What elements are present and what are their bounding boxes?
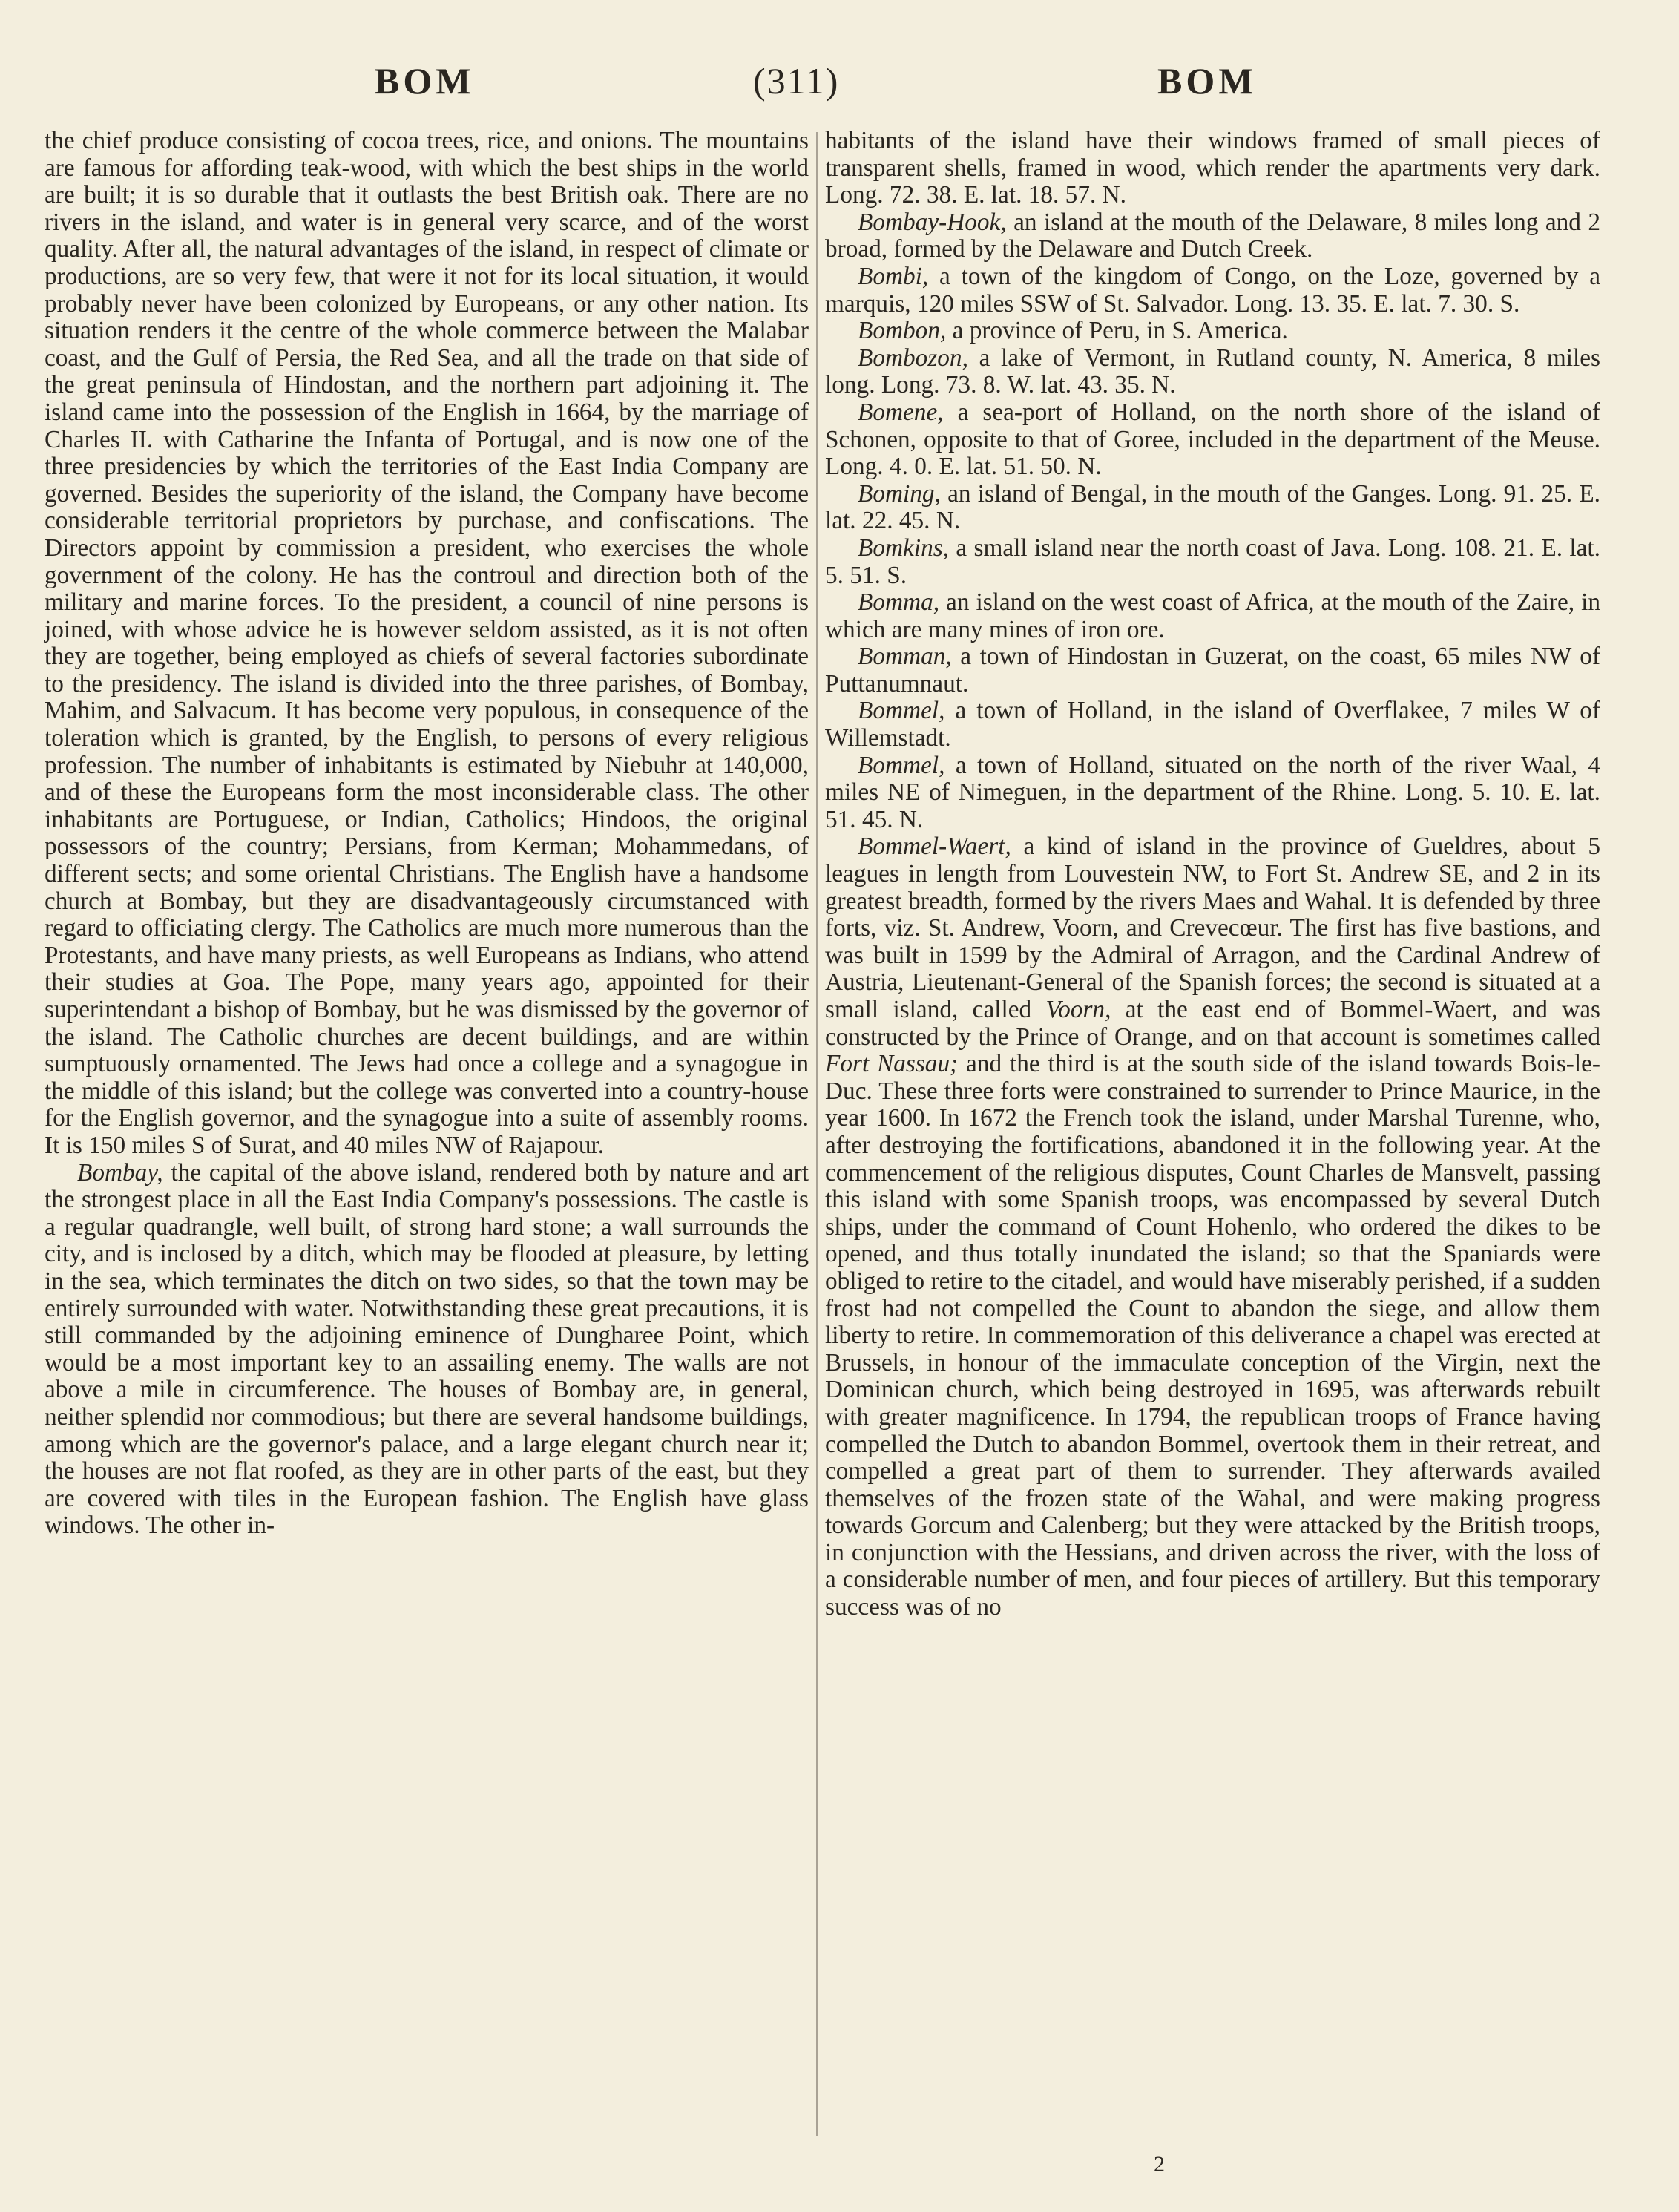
entry-bommel-waert xyxy=(825,833,1600,1621)
entry xyxy=(825,209,1600,263)
entry-headword: Bombi, xyxy=(858,262,929,290)
entry-headword: Bommel-Waert, xyxy=(858,833,1011,861)
entry xyxy=(825,399,1600,481)
entry-headword: Bomman, xyxy=(858,643,952,671)
entry xyxy=(825,263,1600,318)
entry-text: a kind of island in the province of Gueldres, about 5 leagues in length from Louvestein NW, to Fort St. Andrew SE, and 2 in its greatest breadth, formed by the rivers Maes and Wahal. It is defended by three forts, viz. St. Andrew, Voorn, and Crevecœur. The first has five bastions, and was built in 1599 by the Admiral of Arragon, and the Cardinal Andrew of Austria, Lieutenant-General of the Spanish forces; the second is situated at a small island, called xyxy=(825,833,1600,1023)
entry-text: a small island near the north coast of Java. Long. 108. 21. E. lat. 5. 51. S. xyxy=(825,534,1600,589)
entry-text: a lake of Vermont, in Rutland county, N. America, 8 miles long. Long. 73. 8. W. lat. 43. 35. N. xyxy=(825,344,1600,399)
continued-entry-text: habitants of the island have their windows framed of small pieces of transparent shells, framed in wood, which render the apartments very dark. Long. 72. 38. E. lat. 18. 57. N. xyxy=(825,127,1600,209)
header-right-word: BOM xyxy=(1157,60,1258,102)
entry-text: a town of Holland, in the island of Overflakee, 7 miles W of Willemstadt. xyxy=(825,697,1601,752)
entry-text: a town of Holland, situated on the north of the river Waal, 4 miles NE of Nimeguen, in the department of the Rhine. Long. 5. 10. E. lat. 51. 45. N. xyxy=(825,751,1600,833)
entry-text: a town of Hindostan in Guzerat, on the coast, 65 miles NW of Puttanumnaut. xyxy=(825,643,1601,698)
entry-text: a town of the kingdom of Congo, on the Loze, governed by a marquis, 120 miles SSW of St. Salvador. Long. 13. 35. E. lat. 7. 30. S. xyxy=(825,262,1600,318)
entry xyxy=(825,589,1600,643)
entry-headword: Bombay-Hook, xyxy=(858,208,1007,236)
entry-headword: Bombozon, xyxy=(858,344,968,372)
entry-text: an island of Bengal, in the mouth of the Ganges. Long. 91. 25. E. lat. 22. 45. N. xyxy=(825,479,1600,535)
italic-place-name: Voorn, xyxy=(1045,996,1111,1023)
entry-headword: Bombay, xyxy=(77,1158,163,1187)
entry-headword: Bomkins, xyxy=(858,534,949,562)
entry xyxy=(825,481,1600,535)
signature-mark: 2 xyxy=(1154,2152,1165,2176)
entry-text: and the third is at the south side of the island towards Bois-le-Duc. These three forts were constrained to surrender to Prince Maurice, in the year 1600. In 1672 the French took the island, under Marshal Turenne, who, after destroying the fortifications, abandoned it in the following year. At the commencement of the religious disputes, Count Charles de Mansvelt, passing this island with some Spanish troops, was encompassed by several Dutch ships, under the command of Count Hohenlo, who ordered the dikes to be opened, and thus totally inundated the island; so that the Spaniards were obliged to retire to the citadel, and would have miserably perished, if a sudden frost had not compelled the Count to abandon the siege, and allow them liberty to retire. In commemoration of this deliverance a chapel was erected at Brussels, in honour of the immaculate conception of the Virgin, next the Dominican church, which being destroyed in 1695, was afterwards rebuilt with greater magnificence. In 1794, the republican troops of France having compelled the Dutch to abandon Bommel, overtook them in their retreat, and compelled a great part of them to surrender. They afterwards availed themselves of the frozen state of the Wahal, and were making progress towards Gorcum and Calenberg; but they were attacked by the British troops, in conjunction with the Hessians, and driven across the river, with the loss of a considerable number of men, and four pieces of artillery. But this temporary success was of no xyxy=(825,1050,1600,1621)
entry-text: an island at the mouth of the Delaware, 8 miles long and 2 broad, formed by the Delaware and Dutch Creek. xyxy=(825,208,1600,263)
entry-text: a sea-port of Holland, on the north shore of the island of Schonen, opposite to that of Goree, included in the department of the Meuse. Long. 4. 0. E. lat. 51. 50. N. xyxy=(825,398,1600,481)
entry-text: an island on the west coast of Africa, at the mouth of the Zaire, in which are many mines of iron ore. xyxy=(825,588,1601,643)
entry-headword: Bomene, xyxy=(858,398,944,426)
entry xyxy=(825,643,1600,698)
header-left-word: BOM xyxy=(375,60,475,102)
entry-headword: Bommel, xyxy=(858,751,945,779)
entry-text: at the east end of Bommel-Waert, and was constructed by the Prince of Orange, and on that account is sometimes called xyxy=(825,996,1601,1051)
left-column xyxy=(45,128,809,1540)
continued-entry-text: the chief produce consisting of cocoa trees, rice, and onions. The mountains are famous for affording teak-wood, with which the best ships in the world are built; it is so durable that it outlasts the best British oak. There are no rivers in the island, and water is in general very scarce, and of the worst quality. After all, the natural advantages of the island, in respect of climate or productions, are so very few, that were it not for its local situation, it would probably never have been colonized by Europeans, or any other nation. Its situation renders it the centre of the whole commerce between the Malabar coast, and the Gulf of Persia, the Red Sea, and all the trade on that side of the great peninsula of Hindostan, and the northern part adjoining it. The island came into the possession of the English in 1664, by the marriage of Charles II. with Catharine the Infanta of Portugal, and is now one of the three presidencies by which the territories of the East India Company are governed. Besides the superiority of the island, the Company have become considerable territorial proprietors by purchase, and confiscations. The Directors appoint by commission a president, who exercises the whole government of the colony. He has the controul and direction both of the military and marine forces. To the president, a council of nine persons is joined, with whose advice he is however seldom assisted, as it is not often they are together, being employed as chiefs of several factories subordinate to the presidency. The island is divided into the three parishes, of Bombay, Mahim, and Salvacum. It has become very populous, in consequence of the toleration which is granted, by the English, to persons of every religious profession. The number of inhabitants is estimated by Niebuhr at 140,000, and of these the Europeans form the most inconsiderable class. The other inhabitants are Portuguese, or Indian, Catholics; Hindoos, the original possessors of the country; Persians, from Kerman; Mohammedans, of different sects; and some oriental Christians. The English have a handsome church at Bombay, but they are disadvantageously circumstanced with regard to officiating clergy. The Catholics are much more numerous than the Protestants, and have many priests, as well Europeans as Indians, who attend their studies at Goa. The Pope, many years ago, appointed for their superintendant a bishop of Bombay, but he was dismissed by the governor of the island. The Catholic churches are decent buildings, and are within sumptuously ornamented. The Jews had once a college and a synagogue in the middle of this island; but the college was converted into a country-house for the English governor, and the synagogue into a suite of assembly rooms. It is 150 miles S of Surat, and 40 miles NW of Rajapour. xyxy=(45,127,809,1159)
entry xyxy=(825,345,1600,399)
entry xyxy=(825,535,1600,589)
page-number: (311) xyxy=(753,60,840,102)
italic-fort-name: Fort Nassau; xyxy=(825,1050,959,1078)
entry-headword: Bombon, xyxy=(858,317,947,345)
entry xyxy=(825,698,1600,752)
right-column xyxy=(825,128,1600,1621)
entry-text: a province of Peru, in S. America. xyxy=(952,317,1288,345)
running-header xyxy=(0,59,1679,119)
entry xyxy=(825,752,1600,834)
entry-text: the capital of the above island, rendered both by nature and art the strongest place in all the East India Company's possessions. The castle is a regular quadrangle, well built, of strong hard stone; a wall surrounds the city, and is inclosed by a ditch, which may be flooded at pleasure, by letting in the sea, which terminates the ditch on two sides, so that the town may be entirely surrounded with water. Notwithstanding these great precautions, it is still commanded by the adjoining eminence of Dungharee Point, which would be a most important key to an assailing enemy. The walls are not above a mile in circumference. The houses of Bombay are, in general, neither splendid nor commodious; but there are several handsome buildings, among which are the governor's palace, and a large elegant church near it; the houses are not flat roofed, as they are in other parts of the east, but they are covered with tiles in the European fashion. The English have glass windows. The other in- xyxy=(45,1158,809,1540)
column-divider xyxy=(816,132,818,2136)
entry xyxy=(825,318,1600,345)
entry-bombay xyxy=(45,1160,809,1540)
entry-headword: Bommel, xyxy=(858,697,945,725)
entry-headword: Boming, xyxy=(858,479,941,508)
entry-headword: Bomma, xyxy=(858,588,940,617)
